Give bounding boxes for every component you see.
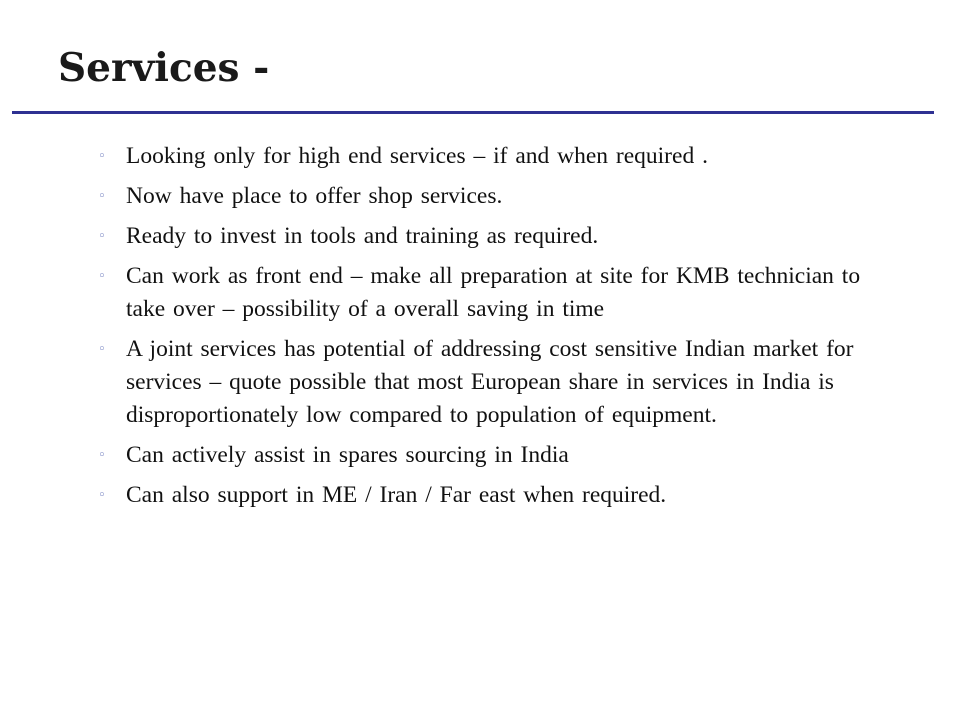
bullet-list (98, 140, 898, 519)
bullet-item (98, 220, 898, 253)
bullet-item (98, 439, 898, 472)
bullet-item (98, 333, 898, 432)
bullet-text: A joint services has potential of addressing cost sensitive Indian market for services – quote possible that most European share in services in India is disproportionately low compared to population of equipment. (126, 336, 854, 428)
bullet-item (98, 140, 898, 173)
bullet-text: Looking only for high end services – if and when required . (126, 143, 708, 169)
bullet-item (98, 479, 898, 512)
bullet-text: Can also support in ME / Iran / Far east when required. (126, 482, 667, 508)
bullet-item (98, 260, 898, 326)
title-underline (12, 111, 934, 114)
hollow-circle-icon: ◦ (98, 229, 106, 244)
hollow-circle-icon: ◦ (98, 448, 106, 463)
bullet-text: Can actively assist in spares sourcing in India (126, 442, 569, 468)
hollow-circle-icon: ◦ (98, 269, 106, 284)
hollow-circle-icon: ◦ (98, 149, 106, 164)
bullet-text: Now have place to offer shop services. (126, 183, 503, 209)
hollow-circle-icon: ◦ (98, 342, 106, 357)
slide-title: Services - (58, 45, 270, 91)
hollow-circle-icon: ◦ (98, 488, 106, 503)
bullet-text: Ready to invest in tools and training as required. (126, 223, 599, 249)
hollow-circle-icon: ◦ (98, 189, 106, 204)
bullet-text: Can work as front end – make all preparation at site for KMB technician to take over – possibility of a overall saving in time (126, 263, 861, 322)
bullet-item (98, 180, 898, 213)
